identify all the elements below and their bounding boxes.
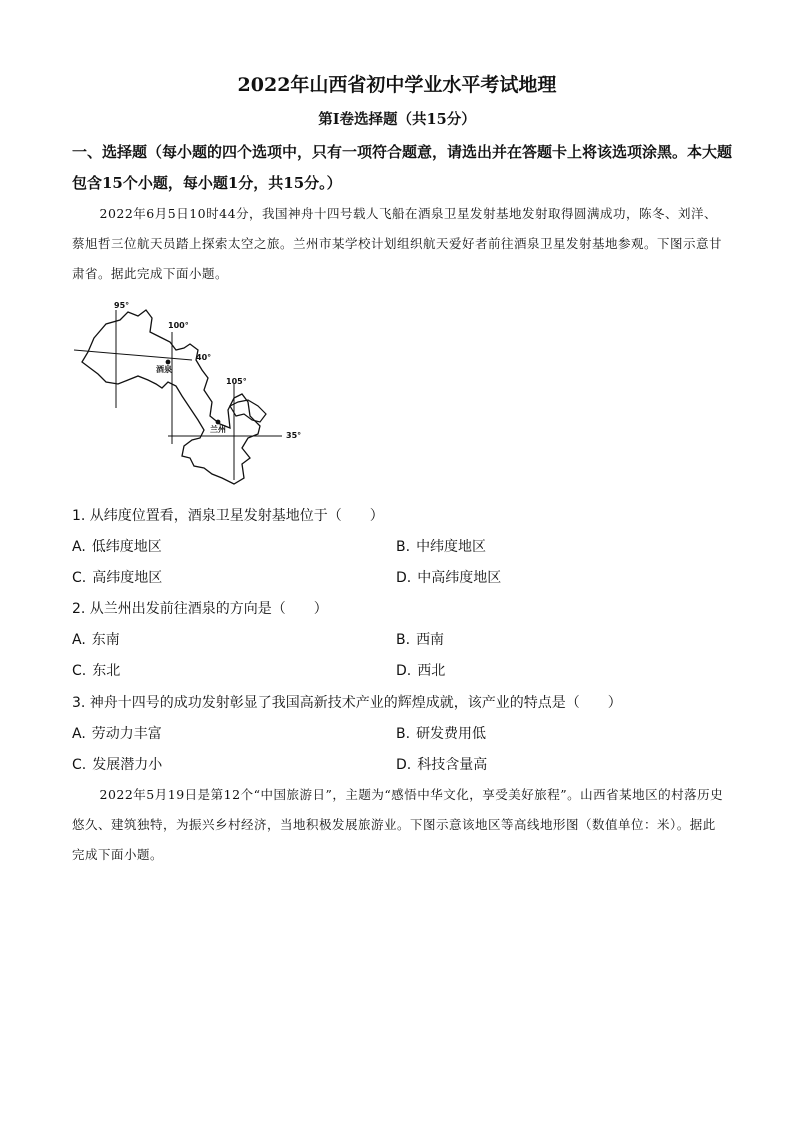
option-text: 中高纬度地区 [417, 570, 502, 586]
option-text: 东北 [92, 663, 121, 679]
gansu-map [72, 298, 314, 488]
parallel-40 [74, 350, 192, 360]
lat-40-label: 40° [196, 353, 212, 362]
question-3-option-a[interactable] [72, 723, 162, 743]
city-lanzhou-marker [216, 420, 221, 425]
option-text: 研发费用低 [416, 726, 487, 742]
city-lanzhou-label: 兰州 [210, 425, 226, 434]
option-text: 东南 [91, 632, 120, 648]
section-heading: 一、选择题（每小题的四个选项中，只有一项符合题意，请选出并在答题卡上将该选项涂黑。本大题包含15个小题，每小题1分，共15分。） [72, 143, 733, 192]
question-1-option-b[interactable] [396, 536, 486, 556]
option-label: B. [396, 632, 411, 648]
question-1-option-d[interactable] [396, 567, 501, 587]
option-text: 劳动力丰富 [91, 726, 162, 742]
option-text: 发展潜力小 [92, 757, 163, 773]
city-jiuquan-label: 酒泉 [156, 365, 172, 374]
part-subtitle: 第Ⅰ卷选择题（共15分） [318, 111, 476, 128]
option-label: C. [72, 663, 87, 679]
option-text: 西北 [417, 663, 446, 679]
option-label: B. [396, 726, 411, 742]
option-text: 中纬度地区 [416, 539, 487, 555]
question-1-stem: 1. 从纬度位置看，酒泉卫星发射基地位于（ ） [72, 508, 384, 524]
question-1-option-a[interactable] [72, 536, 162, 556]
option-label: D. [396, 663, 412, 679]
question-3-stem: 3. 神舟十四号的成功发射彰显了我国高新技术产业的辉煌成就，该产业的特点是（ ） [72, 695, 622, 711]
option-label: D. [396, 570, 412, 586]
option-label: A. [72, 539, 86, 555]
option-label: A. [72, 632, 86, 648]
lon-105-label: 105° [226, 377, 247, 386]
city-jiuquan-marker [166, 360, 171, 365]
question-2-stem: 2. 从兰州出发前往酒泉的方向是（ ） [72, 601, 328, 617]
option-text: 科技含量高 [417, 757, 488, 773]
lat-35-label: 35° [286, 431, 302, 440]
intro-paragraph-2: 2022年5月19日是第12个“中国旅游日”，主题为“感悟中华文化，享受美好旅程”。山西省某地区的村落历史悠久、建筑独特，为振兴乡村经济，当地积极发展旅游业。下图示意该地区等高线地形图（数值单位：米）。据此完成下面小题。 [72, 787, 724, 862]
option-label: C. [72, 757, 87, 773]
page-title: 2022年山西省初中学业水平考试地理 [237, 74, 557, 96]
question-3-option-b[interactable] [396, 723, 486, 743]
lon-95-label: 95° [114, 301, 130, 310]
question-1-option-c[interactable] [72, 567, 162, 587]
question-2-option-b[interactable] [396, 629, 444, 649]
intro-paragraph-1: 2022年6月5日10时44分，我国神舟十四号载人飞船在酒泉卫星发射基地发射取得圆满成功，陈冬、刘洋、蔡旭哲三位航天员踏上探索太空之旅。兰州市某学校计划组织航天爱好者前往酒泉卫星发射基地参观。下图示意甘肃省。据此完成下面小题。 [72, 206, 723, 281]
option-label: D. [396, 757, 412, 773]
question-2-option-c[interactable] [72, 660, 120, 680]
option-label: A. [72, 726, 86, 742]
question-3-option-d[interactable] [396, 754, 487, 774]
lon-100-label: 100° [168, 321, 189, 330]
question-2-option-d[interactable] [396, 660, 445, 680]
gansu-outline [82, 310, 260, 484]
option-text: 高纬度地区 [92, 570, 163, 586]
option-text: 低纬度地区 [91, 539, 162, 555]
question-3-option-c[interactable] [72, 754, 162, 774]
option-label: C. [72, 570, 87, 586]
option-label: B. [396, 539, 411, 555]
question-2-option-a[interactable] [72, 629, 120, 649]
option-text: 西南 [416, 632, 445, 648]
